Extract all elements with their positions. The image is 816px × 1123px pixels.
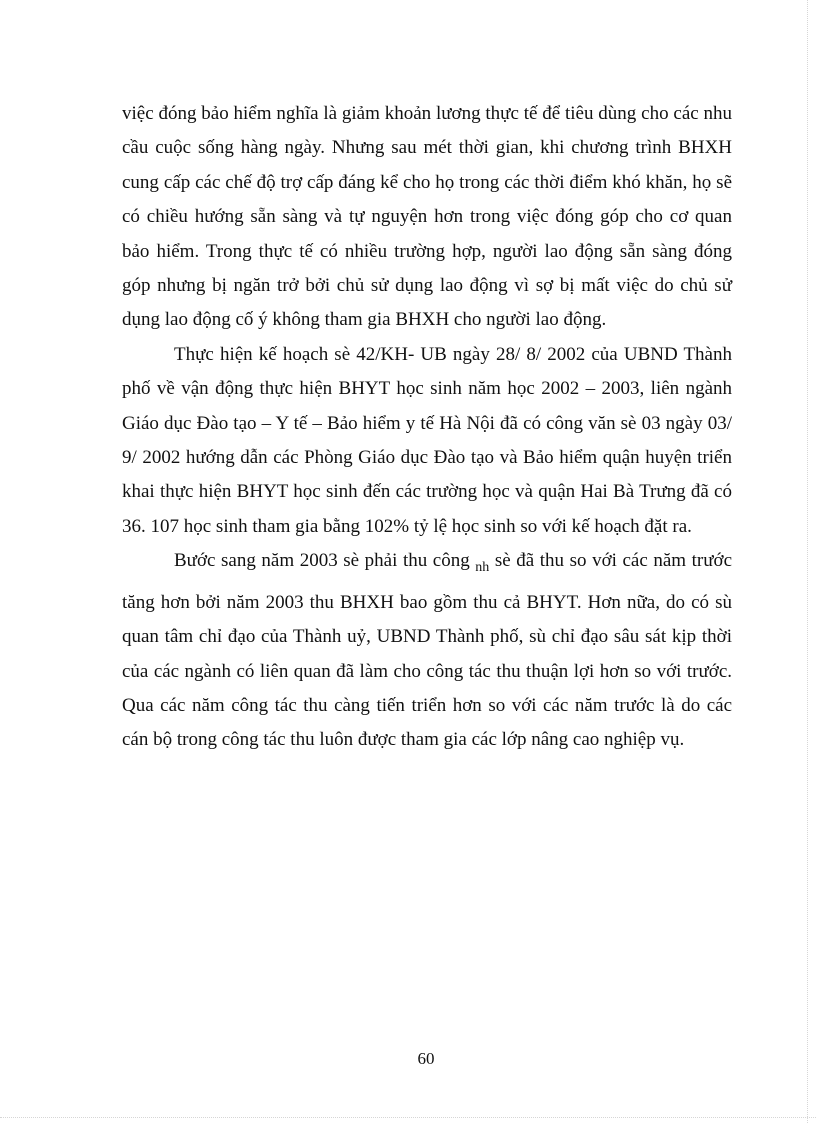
paragraph-3 bbox=[122, 544, 732, 757]
paragraph-3-start: Bước sang năm 2003 sè phải thu công bbox=[174, 550, 476, 572]
page-border-right bbox=[807, 0, 808, 1123]
paragraph-3-end: sè đã thu so với các năm trước tăng hơn bởi năm 2003 thu BHXH bao gồm thu cả BHYT. Hơn nữa, do có sù quan tâm chỉ đạo của Thành uỷ, UBND Thành phố, sù chỉ đạo sâu sát kịp thời của các ngành có liên quan đã làm cho công tác thu thuận lợi hơn so với trước. Qua các năm công tác thu càng tiến triển hơn so với các năm trước là do các cán bộ trong công tác thu luôn được tham gia các lớp nâng cao nghiệp vụ. bbox=[122, 550, 732, 751]
body-text bbox=[122, 97, 732, 758]
paragraph-1: việc đóng bảo hiểm nghĩa là giảm khoản lương thực tế để tiêu dùng cho các nhu cầu cuộc sống hàng ngày. Nhưng sau mét thời gian, khi chương trình BHXH cung cấp các chế độ trợ cấp đáng kể cho họ trong các thời điểm khó khăn, họ sẽ có chiều hướng sẵn sàng và tự nguyện hơn trong việc đóng góp cho cơ quan bảo hiểm. Trong thực tế có nhiều trường hợp, người lao động sẵn sàng đóng góp nhưng bị ngăn trở bởi chủ sử dụng lao động vì sợ bị mất việc do chủ sử dụng lao động cố ý không tham gia BHXH cho người lao động. bbox=[122, 103, 732, 331]
paragraph-3-subscript: nh bbox=[475, 560, 490, 576]
page-number: 60 bbox=[417, 1049, 435, 1068]
page-border-bottom bbox=[0, 1117, 816, 1118]
paragraph-2: Thực hiện kế hoạch sè 42/KH- UB ngày 28/ 8/ 2002 của UBND Thành phố về vận động thực hiện BHYT học sinh năm học 2002 – 2003, liên ngành Giáo dục Đào tạo – Y tế – Bảo hiểm y tế Hà Nội đã có công văn sè 03 ngày 03/ 9/ 2002 hướng dẫn các Phòng Giáo dục Đào tạo và Bảo hiểm quận huyện triển khai thực hiện BHYT học sinh đến các trường học và quận Hai Bà Trưng đã có 36. 107 học sinh tham gia bằng 102% tỷ lệ học sinh so với kế hoạch đặt ra. bbox=[122, 343, 732, 537]
